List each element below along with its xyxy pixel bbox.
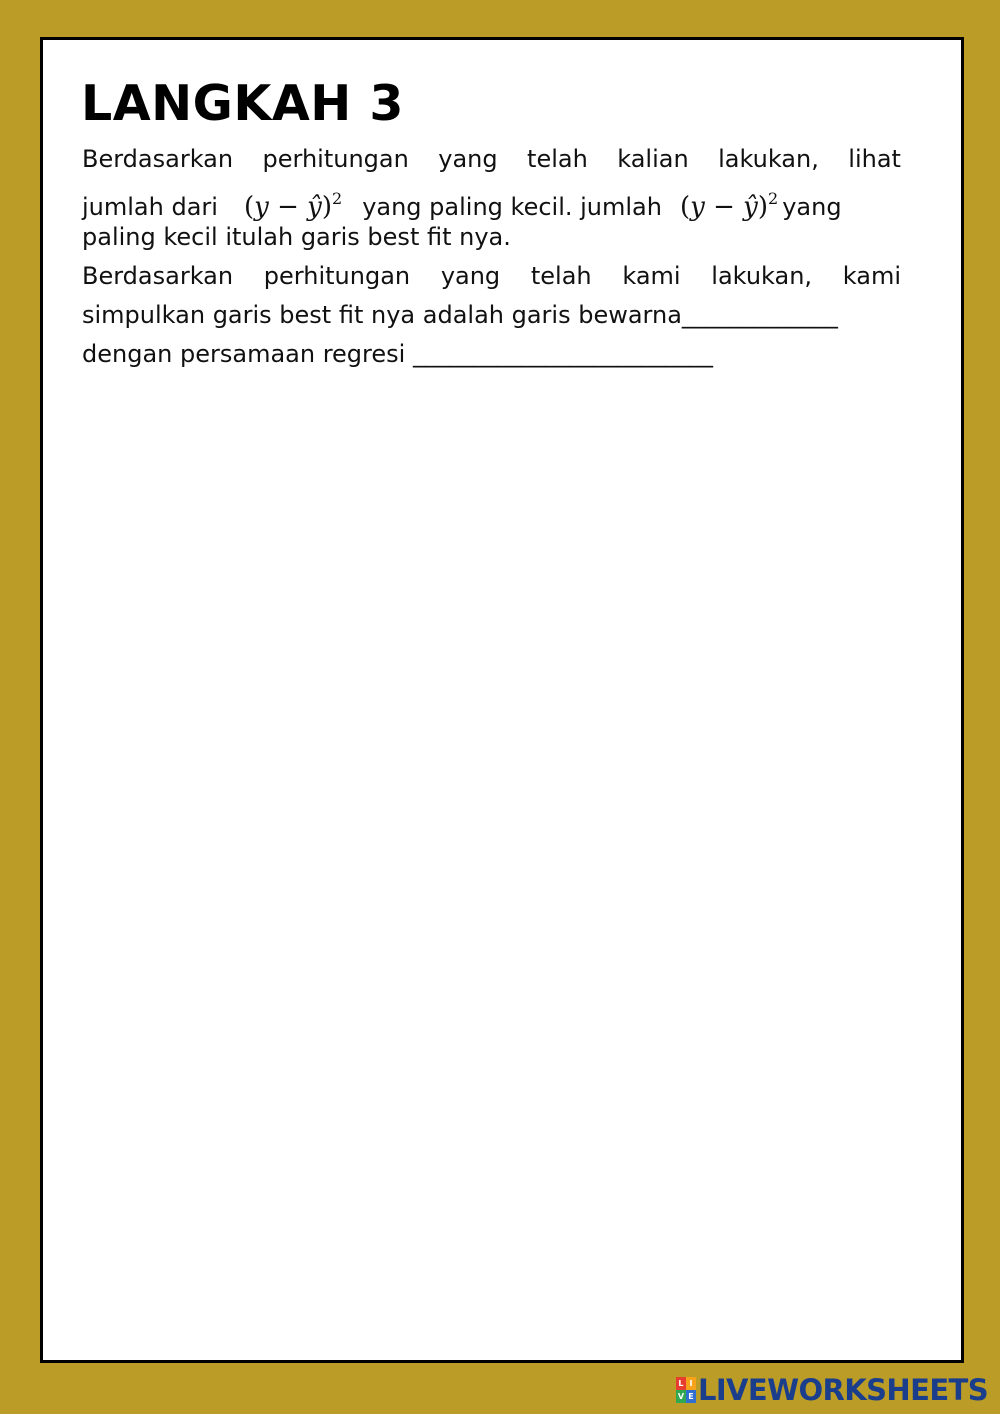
formula-minus: − <box>268 192 308 222</box>
logo-letter: E <box>686 1390 696 1403</box>
paragraph1-line3: paling kecil itulah garis best fit nya. <box>82 223 511 251</box>
word: lakukan, <box>718 145 819 173</box>
page-title: LANGKAH 3 <box>81 75 404 132</box>
paragraph1-line2 <box>82 179 901 222</box>
line-color-blank[interactable]: simpulkan garis best fit nya adalah garis bewarna_____________ <box>82 301 838 329</box>
formula-paren-open: ( <box>243 192 255 222</box>
text-segment: yang <box>782 193 842 221</box>
word: telah <box>530 262 592 290</box>
formula-y-hat: ŷ <box>743 192 758 222</box>
word: perhitungan <box>262 145 409 173</box>
word: yang <box>440 262 501 290</box>
instruction-text <box>82 140 901 374</box>
word: telah <box>527 145 588 173</box>
word: lihat <box>848 145 901 173</box>
word: Berdasarkan <box>82 262 234 290</box>
logo-letter: I <box>686 1377 696 1390</box>
formula-y: y <box>690 192 705 222</box>
liveworksheets-logo-icon <box>676 1377 696 1403</box>
text-segment: jumlah dari <box>82 193 218 221</box>
word: Berdasarkan <box>82 145 234 173</box>
word: kami <box>622 262 681 290</box>
word: kami <box>842 262 901 290</box>
word: yang <box>438 145 498 173</box>
watermark-text: LIVEWORKSHEETS <box>697 1373 988 1407</box>
formula-exponent: 2 <box>332 189 343 208</box>
liveworksheets-watermark <box>676 1373 988 1407</box>
formula-exponent: 2 <box>768 189 779 208</box>
paragraph1-line1 <box>82 140 901 179</box>
regression-equation-blank[interactable]: dengan persamaan regresi _________________________ <box>82 340 713 368</box>
paragraph2-line1 <box>82 257 901 296</box>
worksheet-page <box>40 37 964 1363</box>
word: kalian <box>617 145 689 173</box>
formula-paren-close: ) <box>757 192 769 222</box>
logo-letter: L <box>676 1377 686 1390</box>
formula-y-hat: ŷ <box>307 192 322 222</box>
formula-paren-close: ) <box>321 192 332 222</box>
logo-letter: V <box>676 1390 686 1403</box>
formula-y: y <box>254 192 269 222</box>
text-segment: yang paling kecil. jumlah <box>362 193 662 221</box>
formula-minus: − <box>704 192 744 222</box>
formula-paren-open: ( <box>679 192 691 222</box>
word: lakukan, <box>711 262 813 290</box>
word: perhitungan <box>263 262 411 290</box>
